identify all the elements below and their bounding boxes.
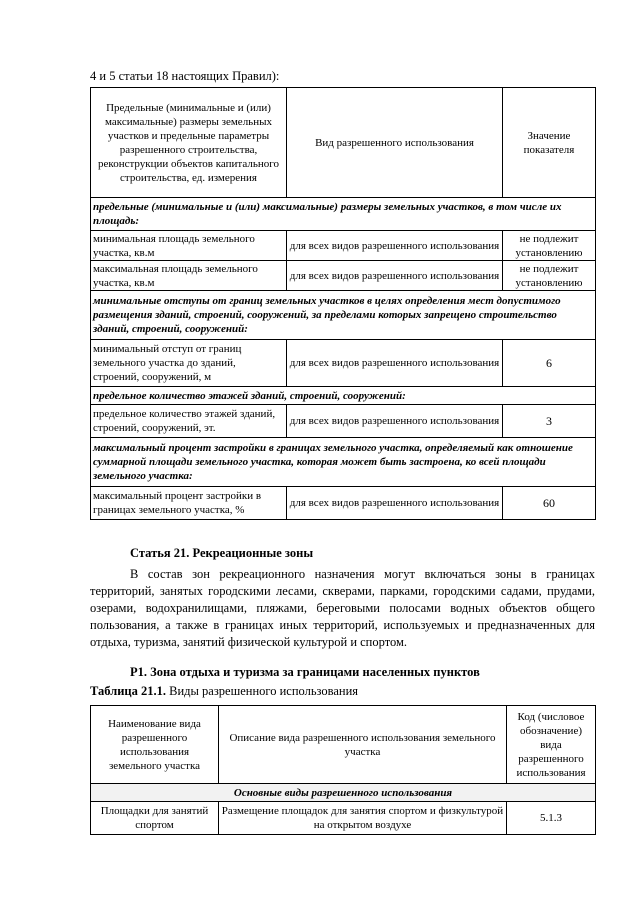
permitted-use-table — [90, 705, 596, 835]
header-use-description: Описание вида разрешенного использования земельного участка — [219, 706, 507, 784]
table-caption-text: Виды разрешенного использования — [166, 684, 359, 698]
section-title: предельное количество этажей зданий, строений, сооружений: — [91, 387, 596, 405]
table-header-row — [91, 706, 596, 784]
parameter-cell: минимальный отступ от границ земельного участка до зданий, строений, сооружений, м — [91, 340, 287, 387]
section-row — [91, 387, 596, 405]
header-parameter: Предельные (минимальные и (или) максимальные) размеры земельных участков и предельные параметры разрешенного строительства, реконструкции объектов капитального строительства, ед. измерения — [91, 88, 287, 198]
section-row — [91, 198, 596, 231]
article-title: Статья 21. Рекреационные зоны — [130, 546, 314, 560]
header-use-type: Вид разрешенного использования — [287, 88, 503, 198]
zone-title: Р1. Зона отдыха и туризма за границами населенных пунктов — [130, 665, 480, 679]
section-title: предельные (минимальные и (или) максимальные) размеры земельных участков, в том числе их площадь: — [91, 198, 596, 231]
table-row — [91, 802, 596, 835]
section-title: максимальный процент застройки в границах земельного участка, определяемый как отношение суммарной площади земельного участка, которая может быть застроена, ко всей площади земельного участка: — [91, 438, 596, 487]
main-uses-subheader: Основные виды разрешенного использования — [91, 784, 596, 802]
article-paragraph: В состав зон рекреационного назначения могут включаться зоны в границах территорий, занятых городскими лесами, скверами, парками, городскими садами, прудами, озерами, водохранилищами, пляжами, береговыми полосами водных объектов общего пользования, а также в границах иных территорий, используемых и предназначенных для отдыха, туризма, занятий физической культурой и спортом. — [90, 567, 595, 649]
parameters-table — [90, 87, 596, 520]
subheader-row — [91, 784, 596, 802]
header-use-name: Наименование вида разрешенного использования земельного участка — [91, 706, 219, 784]
parameter-cell: максимальный процент застройки в границах земельного участка, % — [91, 487, 287, 520]
use-cell: для всех видов разрешенного использования — [287, 261, 503, 291]
value-cell: не подлежит установлению — [503, 231, 596, 261]
use-cell: для всех видов разрешенного использования — [287, 231, 503, 261]
intro-line: 4 и 5 статьи 18 настоящих Правил): — [90, 69, 280, 83]
parameter-cell: предельное количество этажей зданий, строений, сооружений, эт. — [91, 405, 287, 438]
table-row — [91, 340, 596, 387]
use-description-cell: Размещение площадок для занятия спортом и физкультурой на открытом воздухе — [219, 802, 507, 835]
value-cell: 6 — [503, 340, 596, 387]
use-cell: для всех видов разрешенного использования — [287, 487, 503, 520]
use-name-cell: Площадки для занятий спортом — [91, 802, 219, 835]
section-title: минимальные отступы от границ земельных участков в целях определения мест допустимого размещения зданий, строений, сооружений, за пределами которых запрещено строительство зданий, строений, сооружений: — [91, 291, 596, 340]
table-row — [91, 405, 596, 438]
section-row — [91, 438, 596, 487]
table-row — [91, 487, 596, 520]
header-use-code: Код (числовое обозначение) вида разрешенного использования — [507, 706, 596, 784]
table-caption-label: Таблица 21.1. — [90, 684, 167, 698]
value-cell: не подлежит установлению — [503, 261, 596, 291]
header-value: Значение показателя — [503, 88, 596, 198]
table-row — [91, 231, 596, 261]
table-caption — [90, 684, 358, 699]
section-row — [91, 291, 596, 340]
use-cell: для всех видов разрешенного использования — [287, 405, 503, 438]
parameter-cell: максимальная площадь земельного участка, кв.м — [91, 261, 287, 291]
parameter-cell: минимальная площадь земельного участка, кв.м — [91, 231, 287, 261]
value-cell: 60 — [503, 487, 596, 520]
value-cell: 3 — [503, 405, 596, 438]
use-code-cell: 5.1.3 — [507, 802, 596, 835]
table-header-row — [91, 88, 596, 198]
table-row — [91, 261, 596, 291]
use-cell: для всех видов разрешенного использования — [287, 340, 503, 387]
